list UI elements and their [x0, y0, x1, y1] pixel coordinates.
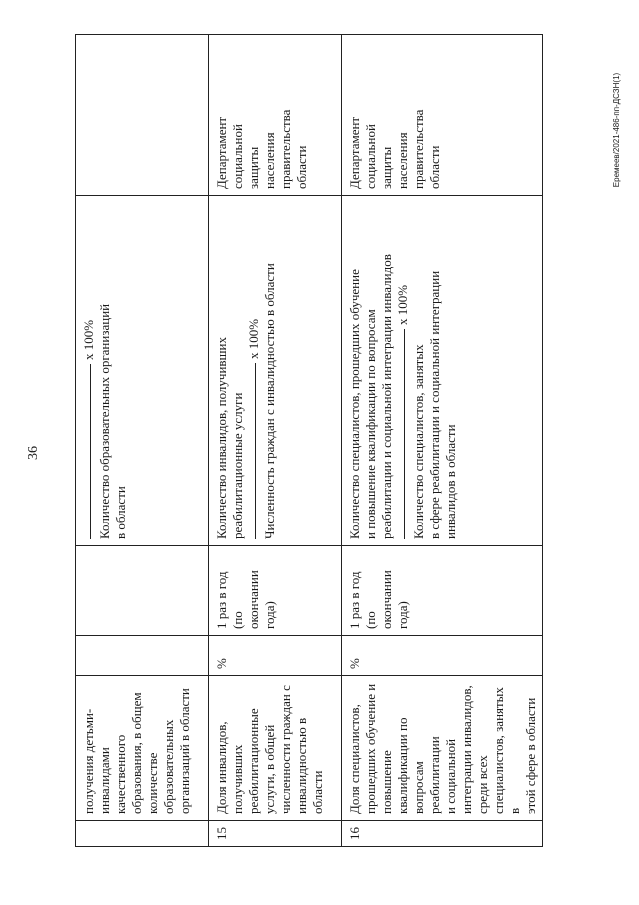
frequency-text: 1 раз в год (по окончании года) [347, 570, 410, 629]
table-row-continuation [76, 35, 209, 847]
cell-unit-empty [76, 636, 209, 676]
table-row-16 [342, 35, 543, 847]
responsible-text: Департамент социальной защиты населения правительства области [214, 109, 309, 189]
cell-frequency [342, 546, 543, 636]
page-number: 36 [26, 446, 41, 460]
formula-denominator: Количество образовательных организаций в области [97, 303, 128, 539]
formula-fraction-line [395, 202, 411, 539]
cell-indicator-name [342, 676, 543, 821]
indicator-name-text: получения детьми- инвалидами качественного образования, в общем количестве образовательных организаций в области [81, 688, 192, 814]
cell-frequency-empty [76, 546, 209, 636]
cell-indicator-name [209, 676, 342, 821]
fraction-rule [90, 364, 91, 539]
formula-numerator: Количество специалистов, прошедших обучение и повышение квалификации по вопросам реабилитации и социальной интеграции инвалидов [347, 254, 394, 539]
indicator-name-text: Доля специалистов, прошедших обучение и повышение квалификации по вопросам реабилитации и социальной интеграции инвалидов, среди всех специалистов, занятых в этой сфере в области [347, 683, 538, 814]
cell-unit: % [209, 636, 342, 676]
cell-responsible-empty [76, 35, 209, 196]
cell-unit: % [342, 636, 543, 676]
formula-multiplier: х 100% [246, 318, 261, 359]
formula-multiplier: х 100% [395, 284, 410, 325]
formula-denominator: Количество специалистов, занятых в сфере реабилитации и социальной интеграции инвалидов в области [411, 270, 458, 539]
fraction-rule [404, 329, 405, 539]
indicators-table [75, 34, 543, 847]
cell-responsible [209, 35, 342, 196]
formula-fraction-line [246, 202, 262, 539]
formula-denominator: Численность граждан с инвалидностью в области [262, 263, 277, 539]
indicator-name-text: Доля инвалидов, получивших реабилитационные услуги, в общей численности граждан с инвалидностью в области [214, 685, 325, 814]
cell-num-empty [76, 821, 209, 847]
responsible-text: Департамент социальной защиты населения правительства области [347, 109, 442, 189]
formula-fraction-line [81, 202, 97, 539]
cell-row-number: 15 [209, 821, 342, 847]
cell-formula [76, 196, 209, 546]
cell-row-number: 16 [342, 821, 543, 847]
cell-formula [209, 196, 342, 546]
table-row-15 [209, 35, 342, 847]
cell-responsible [342, 35, 543, 196]
formula-numerator: Количество инвалидов, получивших реабилитационные услуги [214, 336, 245, 539]
cell-formula [342, 196, 543, 546]
frequency-text: 1 раз в год (по окончании года) [214, 570, 277, 629]
cell-indicator-name [76, 676, 209, 821]
table-rotator [75, 35, 538, 847]
formula-multiplier: х 100% [81, 319, 96, 360]
fraction-rule [255, 363, 256, 539]
cell-frequency [209, 546, 342, 636]
document-stamp: Еремеев/2021-486-пп-ДСЗН(1) [612, 72, 621, 188]
